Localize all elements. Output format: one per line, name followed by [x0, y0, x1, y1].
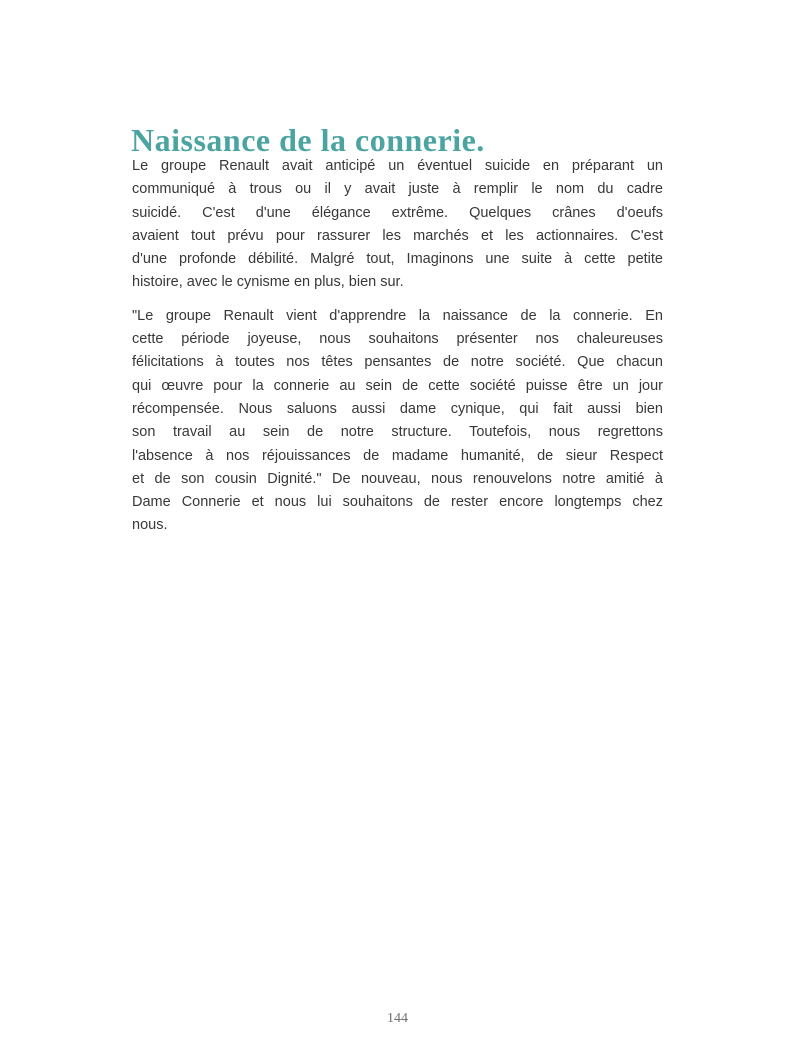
page-number: 144 [387, 1011, 408, 1026]
text-line: Dame Connerie et nous lui souhaitons de rester encore longtemps chez [132, 494, 663, 511]
text-line: histoire, avec le cynisme en plus, bien sur. [132, 274, 404, 291]
text-line: "Le groupe Renault vient d'apprendre la naissance de la connerie. En [132, 307, 663, 324]
text-line: d'une profonde débilité. Malgré tout, Imaginons une suite à cette petite [132, 251, 663, 268]
text-line: et de son cousin Dignité." De nouveau, nous renouvelons notre amitié à [132, 470, 663, 487]
text-line: suicidé. C'est d'une élégance extrême. Quelques crânes d'oeufs [132, 204, 663, 221]
document-body [132, 155, 663, 548]
text-line: avaient tout prévu pour rassurer les marchés et les actionnaires. C'est [132, 227, 663, 244]
text-line: nous. [132, 517, 168, 534]
page-title: Naissance de la connerie. [131, 122, 485, 159]
text-line: l'absence à nos réjouissances de madame humanité, de sieur Respect [132, 447, 663, 464]
text-line: récompensée. Nous saluons aussi dame cynique, qui fait aussi bien [132, 400, 663, 417]
text-line: qui œuvre pour la connerie au sein de cette société puisse être un jour [132, 377, 663, 394]
text-line: Le groupe Renault avait anticipé un éventuel suicide en préparant un [132, 158, 663, 174]
text-line: communiqué à trous ou il y avait juste à remplir le nom du cadre [132, 181, 663, 198]
text-line: cette période joyeuse, nous souhaitons présenter nos chaleureuses [132, 331, 663, 348]
paragraph [132, 155, 663, 295]
text-line: félicitations à toutes nos têtes pensantes de notre société. Que chacun [132, 354, 663, 371]
text-line: son travail au sein de notre structure. Toutefois, nous regrettons [132, 424, 663, 441]
paragraph [132, 305, 663, 538]
